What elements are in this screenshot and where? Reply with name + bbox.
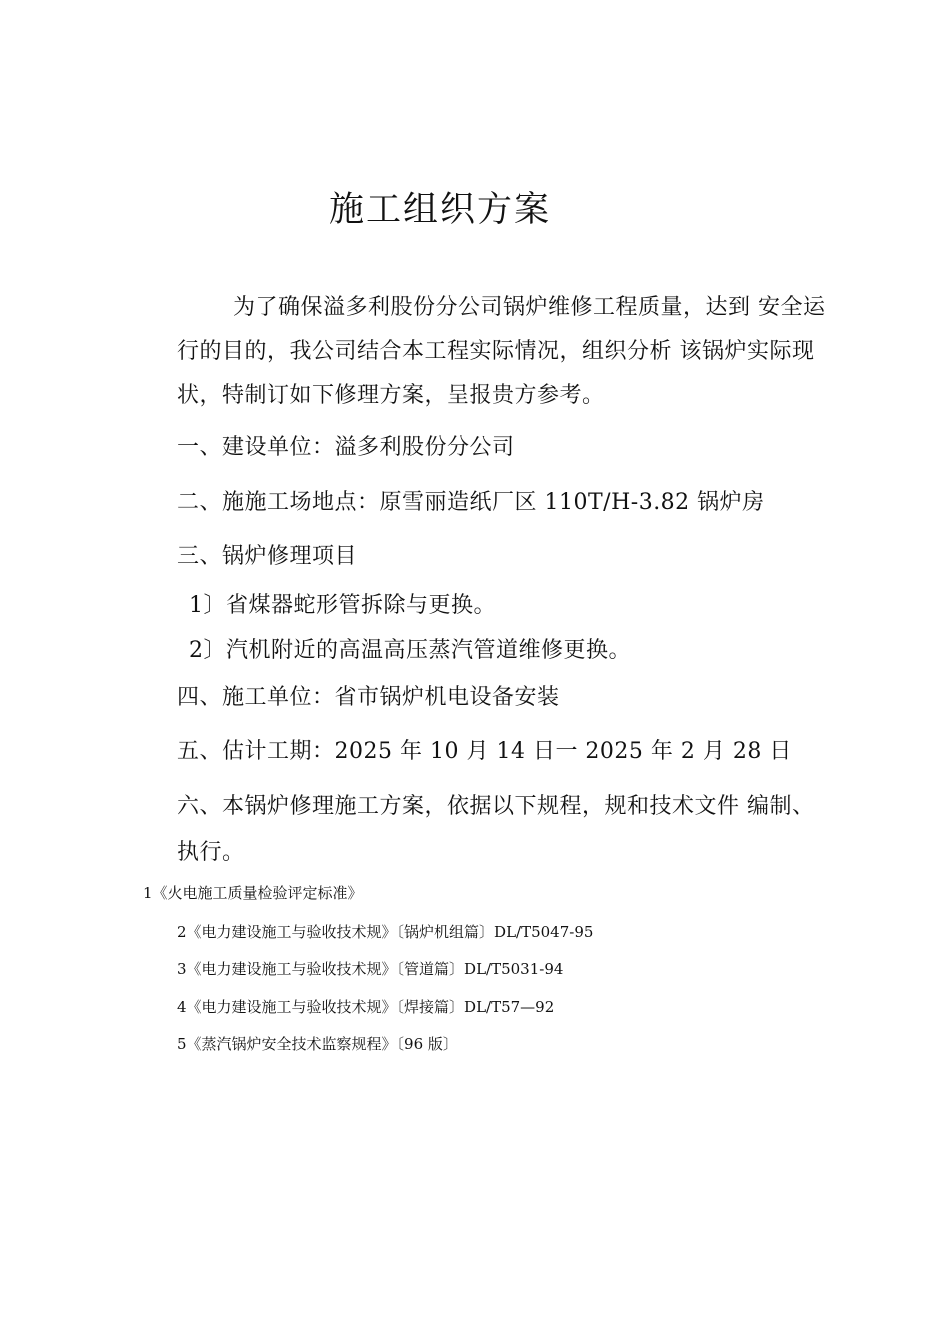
item-contractor: 四、施工单位：省市锅炉机电设备安装	[177, 685, 560, 710]
reference-item: 3《电力建设施工与验收技术规》〔管道篇〕DL/T5031-94	[177, 960, 564, 978]
item-construction-unit: 一、建设单位：溢多利股份分公司	[177, 435, 515, 460]
reference-item: 1《火电施工质量检验评定标准》	[143, 884, 363, 902]
repair-project-1: 1〕省煤器蛇形管拆除与更换。	[189, 593, 496, 618]
intro-paragraph: 为了确保溢多利股份分公司锅炉维修工程质量，达到 安全运行的目的，我公司结合本工程实际情况，组织分析 该锅炉实际现状，特制订如下修理方案，呈报贵方参考。	[177, 295, 826, 408]
reference-item: 5《蒸汽锅炉安全技术监察规程》〔96 版〕	[177, 1035, 458, 1053]
repair-project-2: 2〕汽机附近的高温高压蒸汽管道维修更换。	[189, 638, 631, 663]
item-schedule: 五、估计工期：2025 年 10 月 14 日一 2025 年 2 月 28 日	[177, 739, 792, 764]
reference-item: 2《电力建设施工与验收技术规》〔锅炉机组篇〕DL/T5047-95	[177, 923, 594, 941]
reference-item: 4《电力建设施工与验收技术规》〔焊接篇〕DL/T57—92	[177, 998, 555, 1016]
item-site-location: 二、施施工场地点：原雪丽造纸厂区 110T/H-3.82 锅炉房	[177, 490, 765, 515]
document-title: 施工组织方案	[328, 190, 551, 230]
item-repair-projects-heading: 三、锅炉修理项目	[177, 544, 358, 569]
item-basis-paragraph: 六、本锅炉修理施工方案，依据以下规程，规和技术文件 编制、执行。	[177, 794, 815, 865]
